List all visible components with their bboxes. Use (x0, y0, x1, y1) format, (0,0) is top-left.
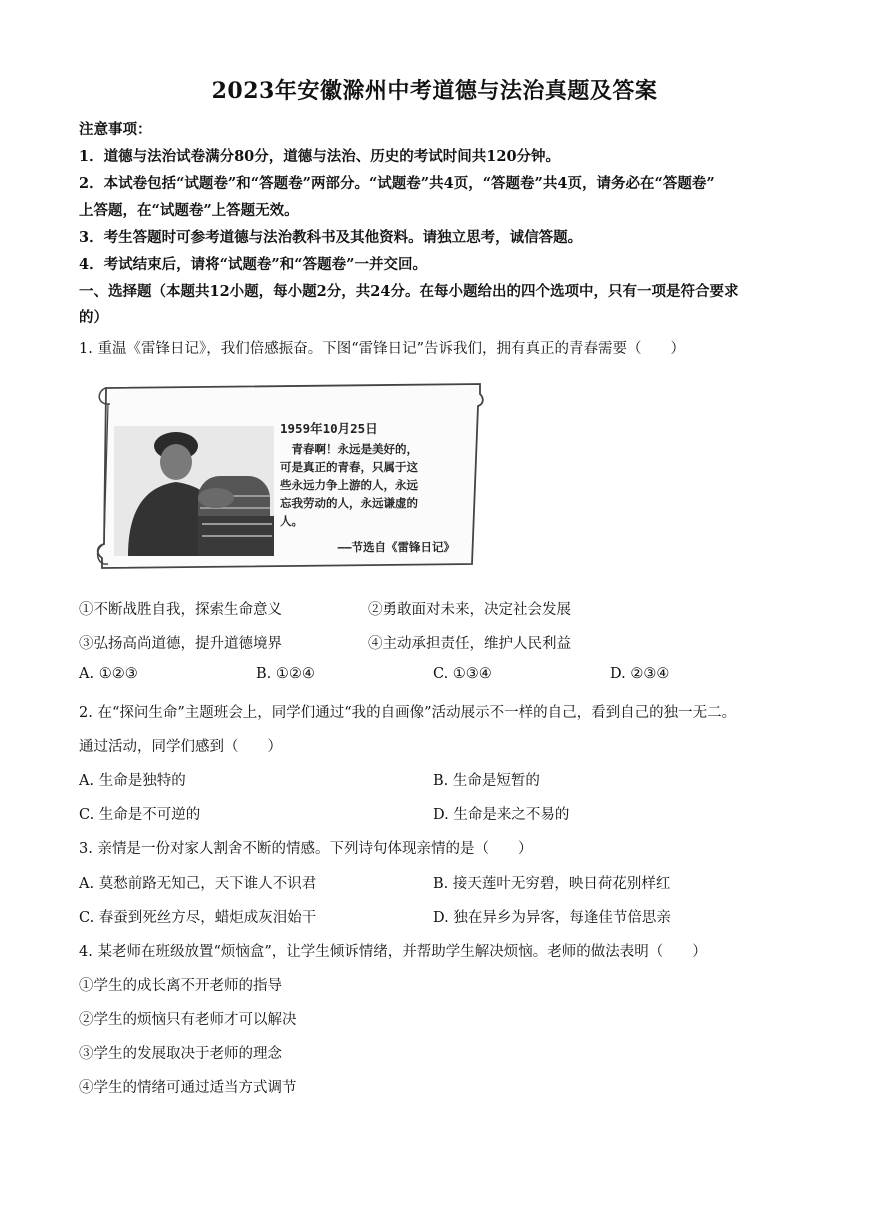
note-item-3: 3．考生答题时可参考道德与法治教科书及其他资料。请独立思考，诚信答题。 (79, 229, 583, 246)
q2-option-b: B. 生命是短暂的 (433, 773, 540, 789)
q2-option-d: D. 生命是来之不易的 (433, 807, 570, 823)
q4-statement-2: ②学生的烦恼只有老师才可以解决 (79, 1012, 297, 1028)
leifeng-diary-figure (88, 376, 488, 576)
q3-option-a: A. 莫愁前路无知己，天下谁人不识君 (79, 876, 317, 892)
diary-line: 忘我劳动的人，永远谦虚的 (280, 496, 418, 510)
diary-line: 些永远力争上游的人，永远 (280, 478, 418, 492)
q2-option-c: C. 生命是不可逆的 (79, 807, 201, 823)
q1-statement-4: ④主动承担责任，维护人民利益 (368, 636, 571, 652)
note-item-4: 4．考试结束后，请将“试题卷”和“答题卷”一并交回。 (79, 256, 427, 273)
diary-line: 青春啊！永远是美好的， (280, 442, 418, 456)
q2-option-a: A. 生命是独特的 (79, 773, 186, 789)
diary-line: 人。 (280, 514, 303, 528)
q1-stem: 1. 重温《雷锋日记》，我们倍感振奋。下图“雷锋日记”告诉我们，拥有真正的青春需要（ ） (79, 341, 686, 357)
diary-source: ——节选自《雷锋日记》 (337, 540, 455, 554)
q1-option-d: D. ②③④ (610, 666, 670, 682)
note-item-2: 2．本试卷包括“试题卷”和“答题卷”两部分。“试题卷”共4页，“答题卷”共4页，请务必在“答题卷” (79, 175, 715, 192)
soldier-photo (114, 426, 274, 556)
q4-statement-1: ①学生的成长离不开老师的指导 (79, 978, 282, 994)
note-item-1: 1．道德与法治试卷满分80分，道德与法治、历史的考试时间共120分钟。 (79, 148, 561, 165)
q3-option-b: B. 接天莲叶无穷碧，映日荷花别样红 (433, 876, 671, 892)
q1-statement-2: ②勇敢面对未来，决定社会发展 (368, 602, 571, 618)
q1-statement-3: ③弘扬高尚道德，提升道德境界 (79, 636, 282, 652)
q1-option-b: B. ①②④ (256, 666, 315, 682)
q1-statement-1: ①不断战胜自我，探索生命意义 (79, 602, 282, 618)
section-heading-cont: 的） (79, 309, 108, 326)
diary-date: 1959年10月25日 (280, 421, 378, 436)
q2-stem-cont: 通过活动，同学们感到（ ） (79, 739, 282, 755)
q3-option-c: C. 春蚕到死丝方尽，蜡炬成灰泪始干 (79, 910, 317, 926)
note-item-2-cont: 上答题，在“试题卷”上答题无效。 (79, 202, 299, 219)
notes-heading: 注意事项： (79, 121, 152, 138)
q1-option-c: C. ①③④ (433, 666, 492, 682)
diary-text (280, 420, 455, 556)
diary-line: 可是真正的青春，只属于这 (280, 460, 418, 474)
q4-statement-3: ③学生的发展取决于老师的理念 (79, 1046, 282, 1062)
q4-statement-4: ④学生的情绪可通过适当方式调节 (79, 1080, 297, 1096)
q3-stem: 3. 亲情是一份对家人割舍不断的情感。下列诗句体现亲情的是（ ） (79, 841, 533, 857)
q3-option-d: D. 独在异乡为异客，每逢佳节倍思亲 (433, 910, 671, 926)
q2-stem: 2. 在“探问生命”主题班会上，同学们通过“我的自画像”活动展示不一样的自己，看到自己的独一无二。 (79, 705, 737, 721)
section-heading: 一、选择题（本题共12小题，每小题2分，共24分。在每小题给出的四个选项中，只有一项是符合要求 (79, 283, 739, 300)
q4-stem: 4. 某老师在班级放置“烦恼盒”，让学生倾诉情绪，并帮助学生解决烦恼。老师的做法表明（ ） (79, 944, 707, 960)
q1-option-a: A. ①②③ (79, 666, 138, 682)
page-title: 2023年安徽滁州中考道德与法治真题及答案 (211, 78, 658, 104)
